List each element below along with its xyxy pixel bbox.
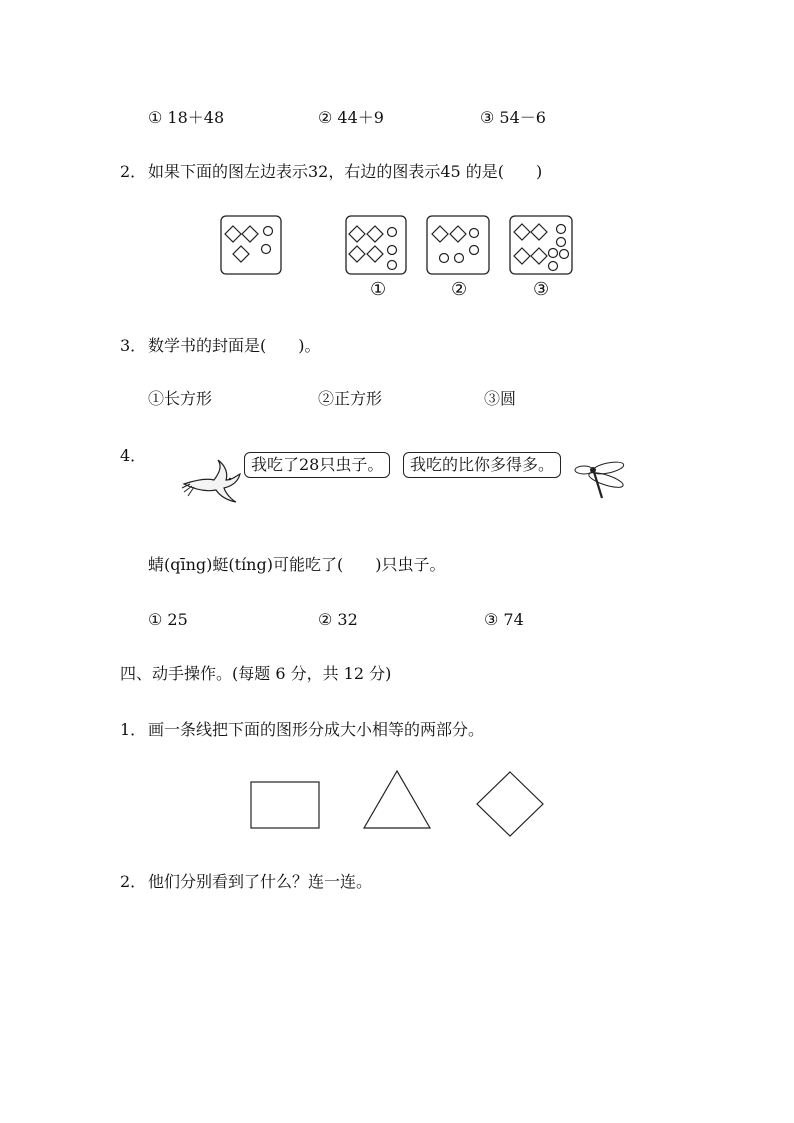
q2-label-2: ② (451, 279, 468, 300)
shapes-figure (0, 760, 794, 850)
s4-q2-text: 他们分别看到了什么？连一连。 (148, 872, 373, 891)
section-heading: 四、动手操作。(每题 6 分，共 12 分) (120, 664, 392, 683)
q3-number: 3． (120, 336, 147, 355)
rectangle-shape (251, 782, 319, 828)
dragonfly-illustration (574, 456, 630, 502)
triangle-shape (364, 771, 430, 828)
q1-option-3: ③ 54－6 (480, 108, 546, 127)
q2-label-3: ③ (533, 279, 550, 300)
s4-q2-number: 2． (120, 872, 147, 891)
q2-text: 如果下面的图左边表示32，右边的图表示45 的是( ) (148, 162, 543, 181)
q4-question: 蜻(qīng)蜓(tíng)可能吃了( )只虫子。 (148, 555, 446, 574)
q1-option-1: ① 18＋48 (148, 108, 225, 127)
s4-q1-text: 画一条线把下面的图形分成大小相等的两部分。 (148, 720, 485, 739)
q4-option-2: ② 32 (318, 610, 358, 629)
q3-text: 数学书的封面是( )。 (148, 336, 321, 355)
q2-number: 2． (120, 162, 147, 181)
q3-option-1: ①长方形 (148, 389, 213, 408)
s4-q1-number: 1． (120, 720, 147, 739)
q2-option-box-3 (510, 216, 572, 274)
dragonfly-speech-bubble: 我吃的比你多得多。 (403, 452, 561, 478)
diamond-shape (477, 772, 543, 836)
q2-option-box-2 (427, 216, 489, 274)
bird-illustration (182, 458, 242, 504)
q1-option-2: ② 44＋9 (318, 108, 384, 127)
q2-label-1: ① (370, 279, 387, 300)
q3-option-3: ③圆 (484, 389, 517, 408)
q2-reference-box (221, 216, 281, 274)
q2-option-box-1 (346, 216, 406, 274)
bird-speech-bubble: 我吃了28只虫子。 (244, 452, 390, 478)
q4-option-3: ③ 74 (484, 610, 524, 629)
q4-option-1: ① 25 (148, 610, 188, 629)
q4-number: 4． (120, 446, 147, 465)
q2-figure (0, 0, 794, 320)
q3-option-2: ②正方形 (318, 389, 383, 408)
